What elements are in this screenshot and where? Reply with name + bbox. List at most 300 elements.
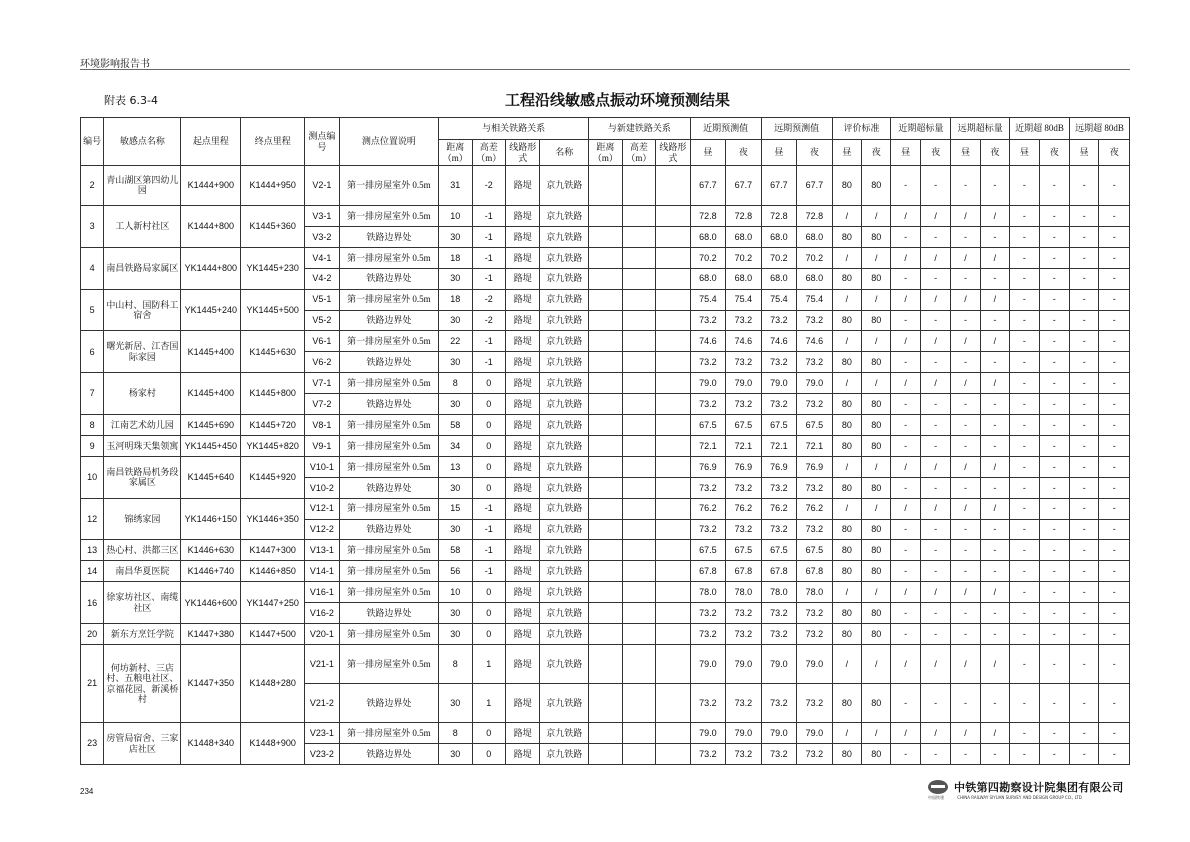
- col-night: 夜: [862, 140, 891, 166]
- cell-line-form: 路堤: [505, 624, 539, 645]
- cell-exceed: /: [891, 582, 920, 603]
- cell-std-night: 80: [862, 744, 891, 765]
- cell-dist: 13: [439, 456, 472, 477]
- cell-dist-new: [589, 723, 622, 744]
- cell-rail: 京九铁路: [540, 645, 589, 684]
- cell-point-id: V21-1: [305, 645, 339, 684]
- cell-point-desc: 第一排房屋室外 0.5m: [339, 373, 438, 394]
- cell-no: 3: [81, 205, 104, 247]
- cell-line-form: 路堤: [505, 226, 539, 247]
- cell-rail: 京九铁路: [540, 498, 589, 519]
- cell-far-day: 73.2: [761, 394, 797, 415]
- cell-exceed: -: [1099, 723, 1130, 744]
- cell-exceed: -: [1039, 247, 1069, 268]
- cell-height: -2: [472, 310, 505, 331]
- col-day: 昼: [1069, 140, 1098, 166]
- cell-exceed: -: [891, 310, 920, 331]
- cell-height: -2: [472, 166, 505, 206]
- cell-start: K1444+800: [181, 205, 241, 247]
- cell-exceed: -: [1069, 684, 1098, 723]
- cell-exceed: -: [980, 540, 1009, 561]
- cell-exceed: -: [1099, 352, 1130, 373]
- cell-point-desc: 第一排房屋室外 0.5m: [339, 247, 438, 268]
- cell-exceed: -: [1010, 268, 1039, 289]
- cell-name: 热心村、洪都三区: [104, 540, 181, 561]
- cell-line-form-new: [656, 519, 691, 540]
- cell-dist: 30: [439, 268, 472, 289]
- cell-exceed: -: [1069, 289, 1098, 310]
- cell-dist: 8: [439, 373, 472, 394]
- cell-std-night: 80: [862, 684, 891, 723]
- cell-dist: 30: [439, 310, 472, 331]
- cell-rail: 京九铁路: [540, 477, 589, 498]
- cell-exceed: -: [1039, 645, 1069, 684]
- cell-end: K1447+500: [241, 624, 305, 645]
- cell-exceed: -: [951, 561, 980, 582]
- cell-exceed: -: [1099, 310, 1130, 331]
- cell-height-new: [622, 582, 655, 603]
- cell-exceed: -: [920, 540, 950, 561]
- cell-exceed: -: [951, 166, 980, 206]
- cell-exceed: -: [920, 415, 950, 436]
- cell-dist-new: [589, 247, 622, 268]
- cell-near-night: 67.8: [726, 561, 762, 582]
- cell-near-night: 73.2: [726, 477, 762, 498]
- cell-far-night: 73.2: [797, 352, 833, 373]
- cell-height: -1: [472, 498, 505, 519]
- cell-rail: 京九铁路: [540, 603, 589, 624]
- cell-exceed: -: [1099, 415, 1130, 436]
- table-row: [81, 645, 1130, 684]
- cell-far-night: 78.0: [797, 582, 833, 603]
- cell-exceed: -: [1069, 540, 1098, 561]
- cell-exceed: /: [980, 582, 1009, 603]
- cell-exceed: /: [980, 205, 1009, 226]
- cell-point-id: V5-1: [305, 289, 339, 310]
- cell-exceed: -: [1099, 331, 1130, 352]
- cell-point-desc: 第一排房屋室外 0.5m: [339, 561, 438, 582]
- cell-dist: 31: [439, 166, 472, 206]
- cell-no: 20: [81, 624, 104, 645]
- cell-exceed: /: [891, 373, 920, 394]
- cell-height-new: [622, 247, 655, 268]
- cell-exceed: -: [920, 394, 950, 415]
- cell-point-id: V2-1: [305, 166, 339, 206]
- cell-far-day: 72.8: [761, 205, 797, 226]
- cell-height-new: [622, 205, 655, 226]
- cell-height: -1: [472, 352, 505, 373]
- cell-exceed: -: [1010, 645, 1039, 684]
- cell-far-night: 73.2: [797, 624, 833, 645]
- cell-line-form-new: [656, 394, 691, 415]
- table-row: [81, 582, 1130, 603]
- cell-rail: 京九铁路: [540, 166, 589, 206]
- cell-exceed: /: [920, 582, 950, 603]
- cell-line-form: 路堤: [505, 498, 539, 519]
- col-far-pred: 远期预测值: [761, 118, 832, 140]
- cell-std-day: 80: [832, 540, 861, 561]
- cell-start: K1444+900: [181, 166, 241, 206]
- cell-point-desc: 第一排房屋室外 0.5m: [339, 435, 438, 456]
- cell-near-night: 78.0: [726, 582, 762, 603]
- cell-far-day: 74.6: [761, 331, 797, 352]
- logo-caption: 中国铁建: [928, 795, 944, 800]
- cell-exceed: -: [920, 744, 950, 765]
- cell-exceed: -: [951, 435, 980, 456]
- cell-exceed: -: [1010, 352, 1039, 373]
- cell-height-new: [622, 310, 655, 331]
- cell-std-night: /: [862, 331, 891, 352]
- cell-rail: 京九铁路: [540, 561, 589, 582]
- cell-start: K1445+690: [181, 415, 241, 436]
- cell-far-day: 73.2: [761, 519, 797, 540]
- cell-height: 1: [472, 645, 505, 684]
- cell-line-form: 路堤: [505, 331, 539, 352]
- cell-exceed: -: [1039, 498, 1069, 519]
- cell-far-day: 76.2: [761, 498, 797, 519]
- cell-near-night: 73.2: [726, 684, 762, 723]
- cell-dist-new: [589, 205, 622, 226]
- cell-start: YK1446+150: [181, 498, 241, 540]
- cell-exceed: /: [951, 645, 980, 684]
- col-day: 昼: [690, 140, 726, 166]
- cell-no: 4: [81, 247, 104, 289]
- cell-exceed: -: [1010, 226, 1039, 247]
- cell-dist: 30: [439, 603, 472, 624]
- cell-far-day: 68.0: [761, 226, 797, 247]
- cell-point-id: V12-2: [305, 519, 339, 540]
- cell-exceed: /: [951, 205, 980, 226]
- page-number: 234: [80, 787, 94, 796]
- cell-exceed: -: [1039, 603, 1069, 624]
- cell-exceed: -: [920, 226, 950, 247]
- cell-no: 13: [81, 540, 104, 561]
- cell-dist-new: [589, 289, 622, 310]
- cell-near-day: 75.4: [690, 289, 726, 310]
- cell-near-day: 73.2: [690, 624, 726, 645]
- cell-far-day: 75.4: [761, 289, 797, 310]
- company-name-en: CHINA RAILWAY SIYUAN SURVEY AND DESIGN GROUP CO., LTD: [957, 795, 1082, 800]
- cell-dist: 30: [439, 624, 472, 645]
- cell-exceed: -: [980, 603, 1009, 624]
- cell-height: 0: [472, 624, 505, 645]
- cell-start: K1448+340: [181, 723, 241, 765]
- cell-exceed: -: [1039, 205, 1069, 226]
- cell-point-id: V5-2: [305, 310, 339, 331]
- cell-near-night: 72.8: [726, 205, 762, 226]
- cell-exceed: -: [1069, 519, 1098, 540]
- cell-near-night: 79.0: [726, 373, 762, 394]
- cell-exceed: -: [1069, 268, 1098, 289]
- cell-line-form-new: [656, 205, 691, 226]
- cell-exceed: -: [920, 561, 950, 582]
- cell-point-desc: 第一排房屋室外 0.5m: [339, 723, 438, 744]
- cell-line-form: 路堤: [505, 561, 539, 582]
- cell-dist: 30: [439, 352, 472, 373]
- cell-name: 玉河明珠天集领寓: [104, 435, 181, 456]
- cell-exceed: /: [920, 373, 950, 394]
- table-number: 附表 6.3-4: [104, 94, 158, 107]
- col-point-id: 测点编号: [305, 118, 339, 166]
- table-row: [81, 498, 1130, 519]
- cell-name: 中山村、国防科工宿舍: [104, 289, 181, 331]
- cell-std-day: 80: [832, 477, 861, 498]
- cell-end: K1448+900: [241, 723, 305, 765]
- cell-std-day: 80: [832, 226, 861, 247]
- cell-exceed: -: [1039, 352, 1069, 373]
- cell-height: -1: [472, 268, 505, 289]
- table-body: [81, 166, 1130, 765]
- cell-exceed: -: [1099, 247, 1130, 268]
- cell-near-day: 79.0: [690, 723, 726, 744]
- cell-exceed: -: [1099, 561, 1130, 582]
- cell-point-desc: 铁路边界处: [339, 226, 438, 247]
- cell-dist: 8: [439, 645, 472, 684]
- cell-line-form: 路堤: [505, 268, 539, 289]
- cell-near-day: 72.8: [690, 205, 726, 226]
- cell-std-day: /: [832, 331, 861, 352]
- cell-dist: 56: [439, 561, 472, 582]
- col-dist-new: 距离（m）: [589, 140, 622, 166]
- cell-exceed: -: [1039, 582, 1069, 603]
- cell-exceed: -: [1069, 331, 1098, 352]
- cell-dist-new: [589, 268, 622, 289]
- cell-rail: 京九铁路: [540, 684, 589, 723]
- cell-exceed: -: [980, 268, 1009, 289]
- cell-exceed: /: [951, 723, 980, 744]
- cell-exceed: /: [891, 331, 920, 352]
- cell-line-form-new: [656, 540, 691, 561]
- cell-far-day: 73.2: [761, 744, 797, 765]
- cell-height-new: [622, 561, 655, 582]
- cell-exceed: -: [1010, 331, 1039, 352]
- cell-point-id: V10-2: [305, 477, 339, 498]
- cell-far-night: 79.0: [797, 723, 833, 744]
- cell-line-form-new: [656, 561, 691, 582]
- cell-rail: 京九铁路: [540, 540, 589, 561]
- cell-point-desc: 第一排房屋室外 0.5m: [339, 645, 438, 684]
- cell-std-night: 80: [862, 310, 891, 331]
- cell-exceed: -: [980, 352, 1009, 373]
- cell-name: 锦绣家园: [104, 498, 181, 540]
- cell-std-day: /: [832, 205, 861, 226]
- cell-far-day: 73.2: [761, 684, 797, 723]
- cell-point-desc: 铁路边界处: [339, 268, 438, 289]
- cell-far-night: 73.2: [797, 477, 833, 498]
- cell-height-new: [622, 540, 655, 561]
- cell-exceed: /: [951, 582, 980, 603]
- cell-std-day: 80: [832, 310, 861, 331]
- cell-exceed: -: [1039, 456, 1069, 477]
- cell-exceed: -: [951, 684, 980, 723]
- cell-far-night: 67.7: [797, 166, 833, 206]
- cell-exceed: -: [1069, 645, 1098, 684]
- cell-near-day: 79.0: [690, 645, 726, 684]
- cell-far-night: 73.2: [797, 684, 833, 723]
- cell-exceed: -: [891, 603, 920, 624]
- cell-line-form: 路堤: [505, 477, 539, 498]
- cell-exceed: -: [1010, 247, 1039, 268]
- cell-exceed: /: [891, 205, 920, 226]
- cell-exceed: -: [891, 435, 920, 456]
- cell-exceed: -: [1039, 268, 1069, 289]
- cell-exceed: -: [1069, 723, 1098, 744]
- cell-exceed: -: [980, 561, 1009, 582]
- cell-start: K1446+630: [181, 540, 241, 561]
- cell-point-id: V6-2: [305, 352, 339, 373]
- cell-height-new: [622, 268, 655, 289]
- cell-far-day: 73.2: [761, 477, 797, 498]
- cell-near-day: 70.2: [690, 247, 726, 268]
- cell-exceed: -: [1010, 498, 1039, 519]
- cell-std-night: /: [862, 247, 891, 268]
- cell-dist: 30: [439, 394, 472, 415]
- cell-point-desc: 铁路边界处: [339, 684, 438, 723]
- cell-std-day: 80: [832, 744, 861, 765]
- cell-line-form-new: [656, 744, 691, 765]
- company-emblem-icon: [928, 780, 948, 794]
- cell-no: 23: [81, 723, 104, 765]
- cell-line-form-new: [656, 435, 691, 456]
- cell-std-day: /: [832, 498, 861, 519]
- cell-line-form-new: [656, 310, 691, 331]
- cell-height-new: [622, 352, 655, 373]
- cell-exceed: -: [1099, 166, 1130, 206]
- cell-dist: 22: [439, 331, 472, 352]
- cell-line-form-new: [656, 624, 691, 645]
- cell-point-desc: 第一排房屋室外 0.5m: [339, 289, 438, 310]
- cell-exceed: -: [980, 310, 1009, 331]
- cell-std-night: 80: [862, 540, 891, 561]
- cell-exceed: -: [1010, 624, 1039, 645]
- cell-dist: 18: [439, 247, 472, 268]
- table-row: [81, 456, 1130, 477]
- cell-dist-new: [589, 684, 622, 723]
- cell-exceed: -: [1010, 744, 1039, 765]
- cell-exceed: -: [980, 477, 1009, 498]
- cell-std-day: /: [832, 645, 861, 684]
- cell-exceed: -: [920, 684, 950, 723]
- cell-std-day: 80: [832, 561, 861, 582]
- cell-line-form-new: [656, 456, 691, 477]
- cell-height-new: [622, 477, 655, 498]
- cell-exceed: -: [1010, 477, 1039, 498]
- cell-height-new: [622, 645, 655, 684]
- cell-exceed: /: [920, 205, 950, 226]
- cell-std-night: /: [862, 373, 891, 394]
- cell-no: 5: [81, 289, 104, 331]
- cell-far-night: 67.5: [797, 540, 833, 561]
- cell-exceed: -: [1010, 310, 1039, 331]
- cell-near-day: 73.2: [690, 603, 726, 624]
- cell-exceed: -: [951, 477, 980, 498]
- cell-exceed: -: [1069, 498, 1098, 519]
- cell-line-form-new: [656, 289, 691, 310]
- cell-point-desc: 第一排房屋室外 0.5m: [339, 624, 438, 645]
- cell-far-night: 73.2: [797, 603, 833, 624]
- cell-line-form-new: [656, 247, 691, 268]
- cell-dist-new: [589, 477, 622, 498]
- cell-end: YK1447+250: [241, 582, 305, 624]
- cell-std-night: /: [862, 456, 891, 477]
- cell-std-day: 80: [832, 415, 861, 436]
- col-night: 夜: [726, 140, 762, 166]
- cell-far-day: 72.1: [761, 435, 797, 456]
- cell-line-form: 路堤: [505, 723, 539, 744]
- cell-std-day: 80: [832, 352, 861, 373]
- cell-exceed: /: [891, 498, 920, 519]
- cell-std-day: 80: [832, 519, 861, 540]
- cell-no: 2: [81, 166, 104, 206]
- cell-near-night: 79.0: [726, 723, 762, 744]
- cell-dist-new: [589, 624, 622, 645]
- cell-exceed: -: [1010, 561, 1039, 582]
- cell-point-desc: 第一排房屋室外 0.5m: [339, 166, 438, 206]
- cell-exceed: -: [1099, 456, 1130, 477]
- cell-height: -1: [472, 519, 505, 540]
- cell-exceed: -: [891, 166, 920, 206]
- cell-near-night: 76.9: [726, 456, 762, 477]
- cell-no: 16: [81, 582, 104, 624]
- cell-exceed: -: [1039, 744, 1069, 765]
- cell-std-day: /: [832, 582, 861, 603]
- cell-exceed: -: [1099, 582, 1130, 603]
- col-night: 夜: [980, 140, 1009, 166]
- cell-far-night: 74.6: [797, 331, 833, 352]
- cell-far-day: 73.2: [761, 310, 797, 331]
- cell-exceed: -: [1069, 226, 1098, 247]
- cell-exceed: /: [920, 645, 950, 684]
- cell-point-desc: 第一排房屋室外 0.5m: [339, 540, 438, 561]
- cell-point-id: V10-1: [305, 456, 339, 477]
- cell-point-desc: 第一排房屋室外 0.5m: [339, 456, 438, 477]
- cell-std-day: 80: [832, 166, 861, 206]
- cell-far-day: 73.2: [761, 603, 797, 624]
- cell-exceed: -: [1010, 684, 1039, 723]
- cell-dist: 58: [439, 540, 472, 561]
- cell-far-day: 70.2: [761, 247, 797, 268]
- cell-exceed: -: [920, 268, 950, 289]
- cell-near-day: 72.1: [690, 435, 726, 456]
- cell-std-day: /: [832, 373, 861, 394]
- cell-far-night: 72.1: [797, 435, 833, 456]
- cell-start: K1445+640: [181, 456, 241, 498]
- cell-near-night: 67.7: [726, 166, 762, 206]
- cell-exceed: -: [1010, 519, 1039, 540]
- cell-height-new: [622, 723, 655, 744]
- cell-rail: 京九铁路: [540, 205, 589, 226]
- cell-line-form: 路堤: [505, 456, 539, 477]
- cell-exceed: -: [920, 435, 950, 456]
- cell-rail: 京九铁路: [540, 519, 589, 540]
- cell-start: K1445+400: [181, 373, 241, 415]
- cell-std-day: /: [832, 289, 861, 310]
- cell-far-night: 68.0: [797, 268, 833, 289]
- cell-dist: 30: [439, 684, 472, 723]
- cell-no: 8: [81, 415, 104, 436]
- cell-std-night: 80: [862, 603, 891, 624]
- cell-name: 新东方烹饪学院: [104, 624, 181, 645]
- cell-far-night: 73.2: [797, 394, 833, 415]
- table-row: [81, 415, 1130, 436]
- cell-exceed: -: [920, 624, 950, 645]
- cell-no: 12: [81, 498, 104, 540]
- cell-near-day: 73.2: [690, 684, 726, 723]
- cell-rail: 京九铁路: [540, 268, 589, 289]
- cell-far-day: 78.0: [761, 582, 797, 603]
- cell-far-night: 79.0: [797, 373, 833, 394]
- cell-exceed: -: [1099, 477, 1130, 498]
